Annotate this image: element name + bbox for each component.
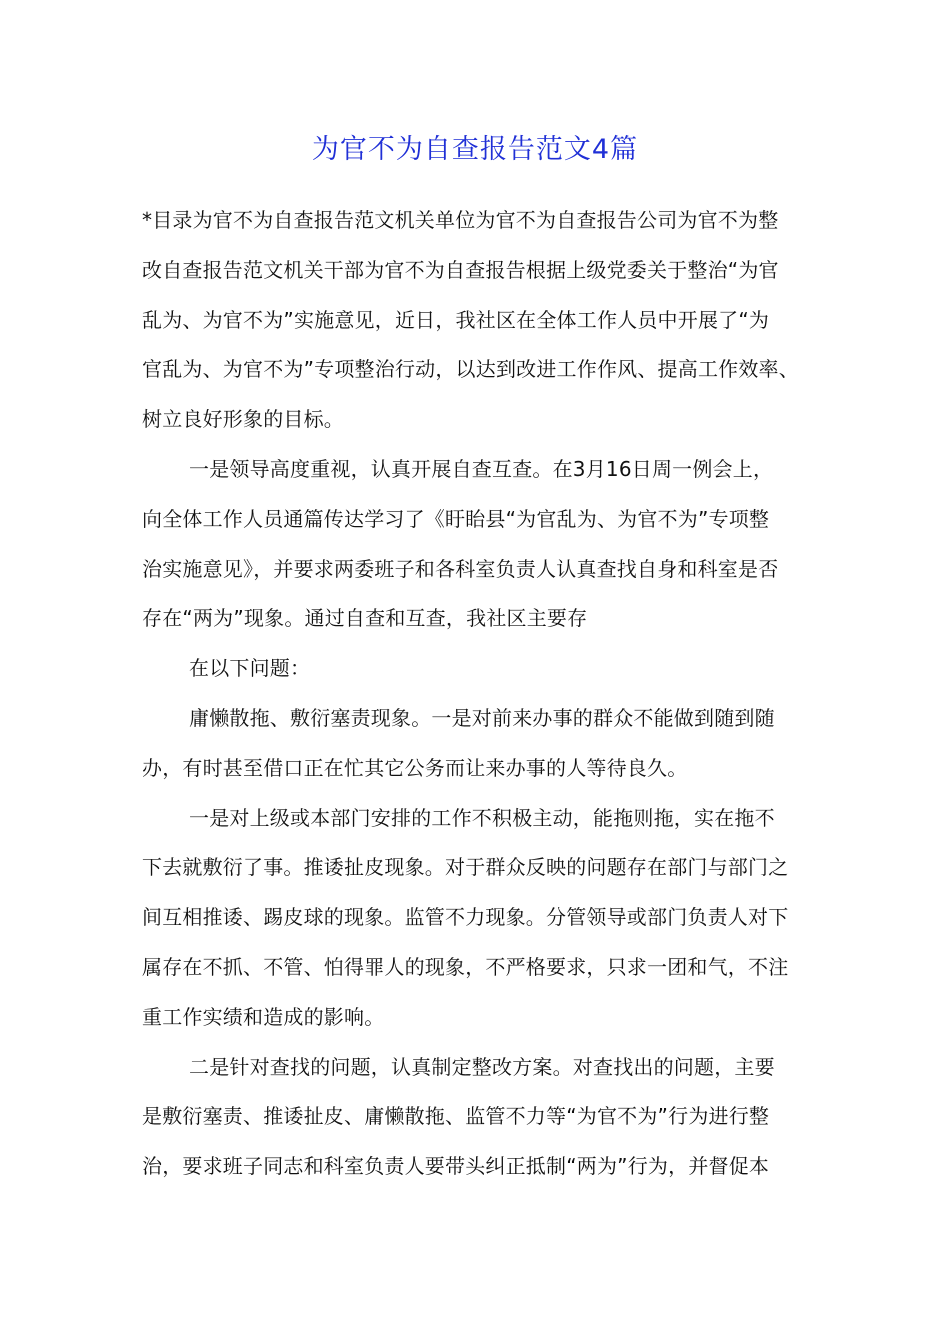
text-line: 一是对上级或本部门安排的工作不积极主动，能拖则拖，实在拖不: [189, 805, 775, 830]
text-line: 改自查报告范文机关干部为官不为自查报告根据上级党委关于整治“为官: [142, 257, 779, 282]
text-line: 治实施意见》，并要求两委班子和各科室负责人认真查找自身和科室是否: [142, 556, 779, 581]
text-line: 治，要求班子同志和科室负责人要带头纠正抵制“两为”行为，并督促本: [142, 1154, 770, 1179]
text-line: 下去就敷衍了事。推诿扯皮现象。对于群众反映的问题存在部门与部门之: [142, 855, 789, 880]
text-line: 一是领导高度重视，认真开展自查互查。在3月16日周一例会上，: [189, 456, 774, 481]
text-line: 向全体工作人员通篇传达学习了《盱眙县“为官乱为、为官不为”专项整: [142, 506, 770, 531]
text-line: 间互相推诿、踢皮球的现象。监管不力现象。分管领导或部门负责人对下: [142, 905, 789, 930]
text-line: 乱为、为官不为”实施意见，近日，我社区在全体工作人员中开展了“为: [142, 307, 770, 332]
text-line: 在以下问题：: [189, 656, 311, 681]
text-line: 是敷衍塞责、推诿扯皮、庸懒散拖、监管不力等“为官不为”行为进行整: [142, 1104, 770, 1129]
text-line: 二是针对查找的问题，认真制定整改方案。对查找出的问题，主要: [189, 1054, 775, 1079]
text-line: 属存在不抓、不管、怕得罪人的现象，不严格要求，只求一团和气，不注: [142, 954, 789, 979]
text-line: 树立良好形象的目标。: [142, 407, 344, 432]
text-line: 官乱为、为官不为”专项整治行动，以达到改进工作作风、提高工作效率、: [142, 357, 799, 382]
text-line: 办，有时甚至借口正在忙其它公务而让来办事的人等待良久。: [142, 755, 688, 780]
document-body: [142, 196, 842, 1192]
text-line: 重工作实绩和造成的影响。: [142, 1004, 385, 1029]
text-line: 存在“两为”现象。通过自查和互查，我社区主要存: [142, 606, 588, 631]
text-line: 庸懒散拖、敷衍塞责现象。一是对前来办事的群众不能做到随到随: [189, 705, 775, 730]
document-title: 为官不为自查报告范文4篇: [311, 134, 639, 165]
text-line: *目录为官不为自查报告范文机关单位为官不为自查报告公司为官不为整: [142, 208, 779, 232]
